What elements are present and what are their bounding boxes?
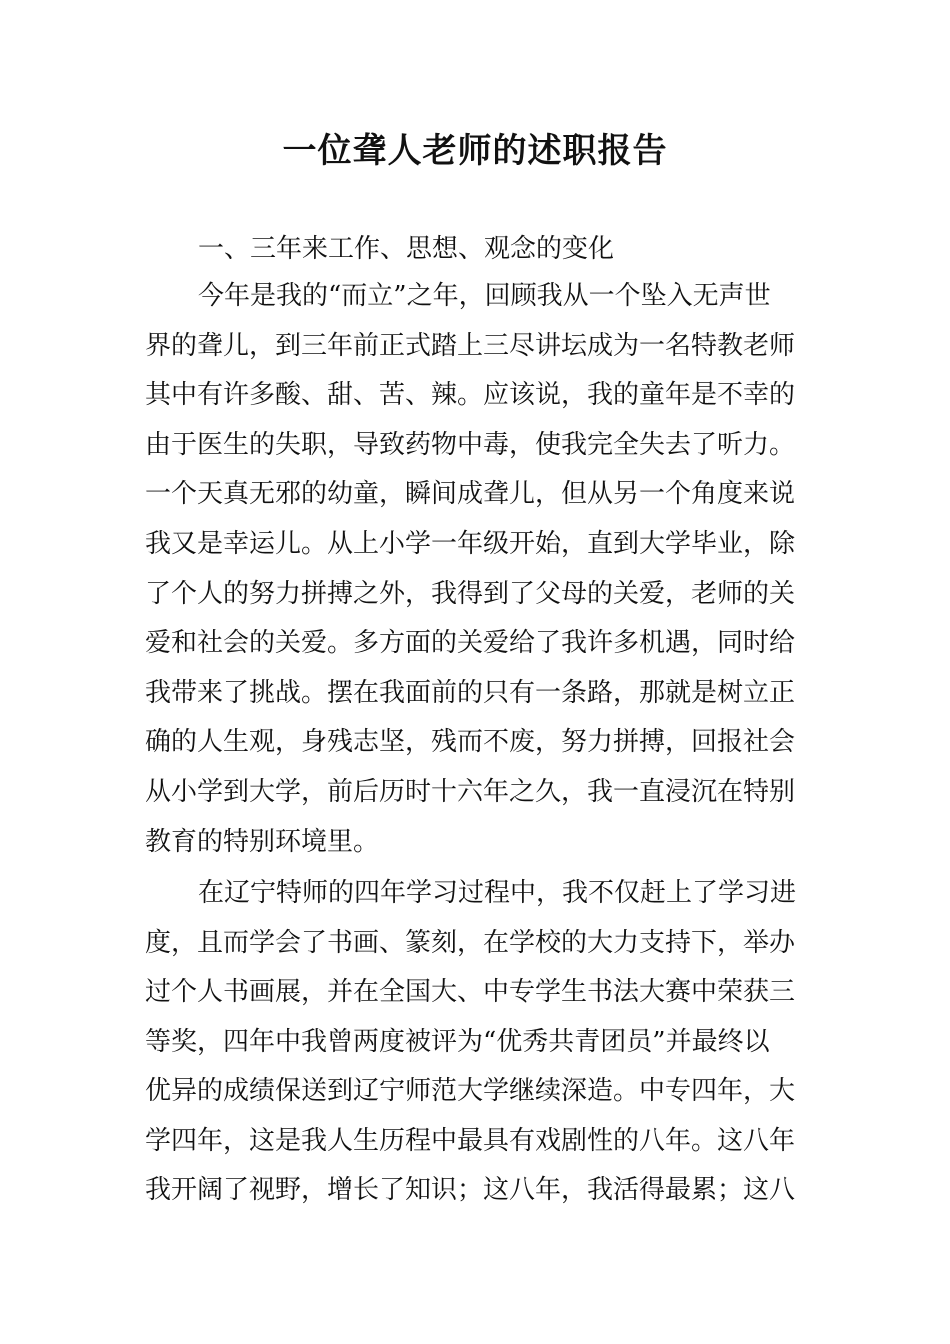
paragraph-line: 其中有许多酸、甜、苦、辣。应该说，我的童年是不幸的 [145,380,796,410]
paragraph-line: 界的聋儿，到三年前正式踏上三尽讲坛成为一名特教老师 [145,331,796,361]
paragraph-line: 度，且而学会了书画、篆刻，在学校的大力支持下，举办 [145,928,796,958]
paragraph-line: 我带来了挑战。摆在我面前的只有一条路，那就是树立正 [145,678,796,708]
paragraph-line: 从小学到大学，前后历时十六年之久，我一直浸沉在特别 [145,777,796,807]
paragraph-line: 我开阔了视野，增长了知识；这八年，我活得最累；这八 [145,1175,796,1205]
paragraph-line: 一个天真无邪的幼童，瞬间成聋儿，但从另一个角度来说 [145,479,796,509]
document-title: 一位聋人老师的述职报告 [282,131,668,171]
paragraph-line: 确的人生观，身残志坚，残而不废，努力拼搏，回报社会 [145,727,796,757]
paragraph-line: 爱和社会的关爱。多方面的关爱给了我许多机遇，同时给 [145,628,796,658]
paragraph-line: 过个人书画展，并在全国大、中专学生书法大赛中荣获三 [145,977,796,1007]
section-heading: 一、三年来工作、思想、观念的变化 [198,234,615,264]
paragraph-line: 优异的成绩保送到辽宁师范大学继续深造。中专四年，大 [145,1076,796,1106]
paragraph-line: 学四年，这是我人生历程中最具有戏剧性的八年。这八年 [145,1126,796,1156]
paragraph-line: 今年是我的“而立”之年，回顾我从一个坠入无声世 [198,281,771,311]
paragraph-line: 我又是幸运儿。从上小学一年级开始，直到大学毕业，除 [145,529,796,559]
paragraph-line: 教育的特别环境里。 [145,827,380,857]
paragraph-line: 在辽宁特师的四年学习过程中，我不仅赶上了学习进 [198,878,797,908]
paragraph-line: 了个人的努力拼搏之外，我得到了父母的关爱，老师的关 [145,579,796,609]
paragraph-line: 由于医生的失职，导致药物中毒，使我完全失去了听力。 [145,430,796,460]
paragraph-line: 等奖，四年中我曾两度被评为“优秀共青团员”并最终以 [145,1027,770,1057]
